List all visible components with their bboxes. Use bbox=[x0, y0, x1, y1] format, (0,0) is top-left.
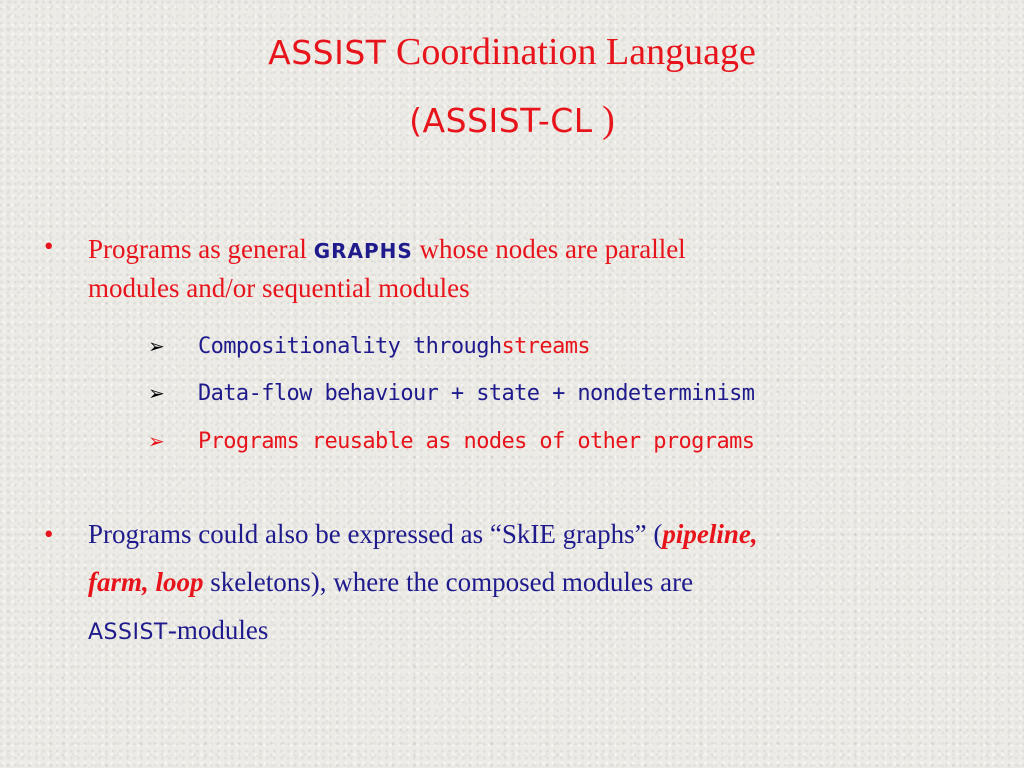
sub-item-text: Compositionality through bbox=[198, 333, 502, 359]
title-assist-cl: (ASSIST-CL bbox=[409, 101, 593, 140]
slide-title-line-1 bbox=[0, 30, 1024, 75]
bullet-1-line-1 bbox=[88, 229, 686, 271]
bullet-2-text-a: Programs could also be expressed as “SkIE graphs” ( bbox=[88, 519, 663, 549]
bullet-2-line-1 bbox=[88, 514, 758, 554]
arrow-bullet-icon: ➢ bbox=[148, 381, 165, 405]
bullet-1-line-2: modules and/or sequential modules bbox=[88, 273, 470, 303]
bullet-2-text-b: skeletons), where the composed modules are bbox=[203, 567, 694, 597]
bullet-2-text-c: -modules bbox=[167, 615, 269, 645]
graphs-keyword: GRAPHS bbox=[313, 239, 413, 263]
sub-item-compositionality bbox=[148, 330, 590, 362]
pipeline-keyword: pipeline, bbox=[662, 519, 758, 549]
slide-title-line-2 bbox=[0, 98, 1024, 143]
loop-keyword: loop bbox=[155, 567, 204, 597]
sub-item-reusable bbox=[148, 425, 754, 457]
bullet-2-line-2 bbox=[88, 562, 693, 602]
title-close-paren: ) bbox=[592, 99, 615, 141]
bullet-1-text-b: whose nodes are parallel bbox=[412, 234, 686, 264]
bullet-1-text-a: Programs as general bbox=[88, 234, 314, 264]
title-coordination-language: Coordination Language bbox=[386, 31, 756, 73]
farm-keyword: farm, bbox=[88, 567, 149, 597]
bullet-2-line-3 bbox=[88, 610, 268, 653]
sub-item-dataflow bbox=[148, 377, 754, 409]
bullet-marker-1: • bbox=[44, 231, 54, 261]
arrow-bullet-icon: ➢ bbox=[148, 334, 165, 358]
arrow-bullet-icon: ➢ bbox=[148, 429, 165, 453]
keyword-space bbox=[149, 567, 156, 597]
title-assist-word: ASSIST bbox=[268, 33, 387, 72]
assist-keyword: ASSIST bbox=[88, 620, 168, 645]
bullet-marker-2: • bbox=[44, 519, 54, 549]
streams-keyword: streams bbox=[501, 333, 591, 359]
sub-item-text: Data-flow behaviour + state + nondeterminism bbox=[198, 380, 755, 406]
sub-item-text: Programs reusable as nodes of other programs bbox=[198, 428, 755, 454]
